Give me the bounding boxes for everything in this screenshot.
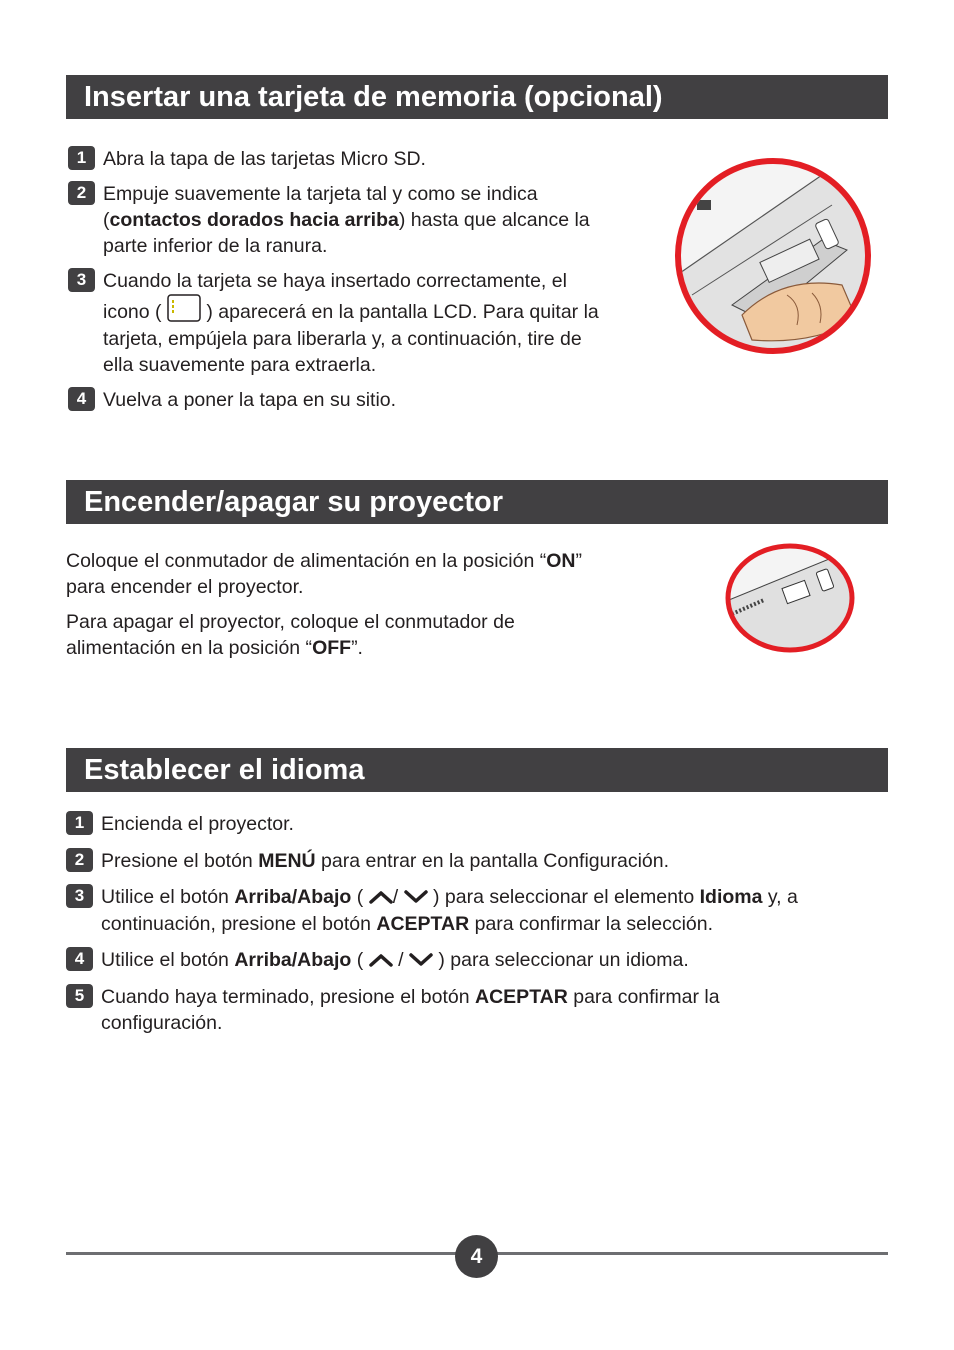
page-number: 4: [455, 1235, 498, 1278]
card-insertion-illustration: [672, 155, 874, 357]
step-text: Abra la tapa de las tarjetas Micro SD.: [103, 148, 426, 170]
step-number: 4: [66, 947, 93, 971]
step-number: 1: [66, 811, 93, 835]
section-title-memory-card: Insertar una tarjeta de memoria (opcional): [66, 75, 888, 119]
section-title-power: Encender/apagar su proyector: [66, 480, 888, 524]
step-text: Cuando la tarjeta se haya insertado correctamente, el icono ( ) aparecerá en la pantalla LCD. Para quitar la tarjeta, empújela para liberarla y, a continuación, tire de ella suavemente para extraerla.: [103, 270, 599, 376]
power-off-paragraph: Para apagar el proyector, coloque el conmutador de alimentación en la posición “OFF”.: [66, 611, 515, 659]
section-title-language: Establecer el idioma: [66, 748, 888, 792]
down-arrow-icon: [409, 948, 433, 974]
step-text: Empuje suavemente la tarjeta tal y como se indica (contactos dorados hacia arriba) hasta que alcance la parte inferior de la ranura.: [103, 183, 590, 257]
up-arrow-icon: [369, 885, 393, 911]
step-number: 2: [68, 181, 95, 205]
step-number: 4: [68, 387, 95, 411]
step-text: Utilice el botón Arriba/Abajo ( / ) para seleccionar el elemento Idioma y, a continuación, presione el botón ACEPTAR para confirmar la selección.: [101, 886, 798, 935]
sd-card-icon: [167, 294, 201, 332]
step-text: Vuelva a poner la tapa en su sitio.: [103, 389, 397, 411]
step-number: 2: [66, 848, 93, 872]
power-switch-illustration: [724, 542, 856, 654]
step-number: 5: [66, 984, 93, 1008]
step-text: Utilice el botón Arriba/Abajo ( / ) para seleccionar un idioma.: [101, 947, 689, 974]
power-on-paragraph: Coloque el conmutador de alimentación en la posición “ON” para encender el proyector.: [66, 550, 582, 598]
step-number: 3: [68, 268, 95, 292]
step-text: Encienda el proyector.: [101, 813, 294, 835]
step-text: Presione el botón MENÚ para entrar en la pantalla Configuración.: [101, 850, 670, 872]
step-number: 3: [66, 884, 93, 908]
down-arrow-icon: [404, 885, 428, 911]
step-number: 1: [68, 146, 95, 170]
up-arrow-icon: [369, 948, 393, 974]
step-text: Cuando haya terminado, presione el botón ACEPTAR para confirmar la configuración.: [101, 986, 720, 1034]
